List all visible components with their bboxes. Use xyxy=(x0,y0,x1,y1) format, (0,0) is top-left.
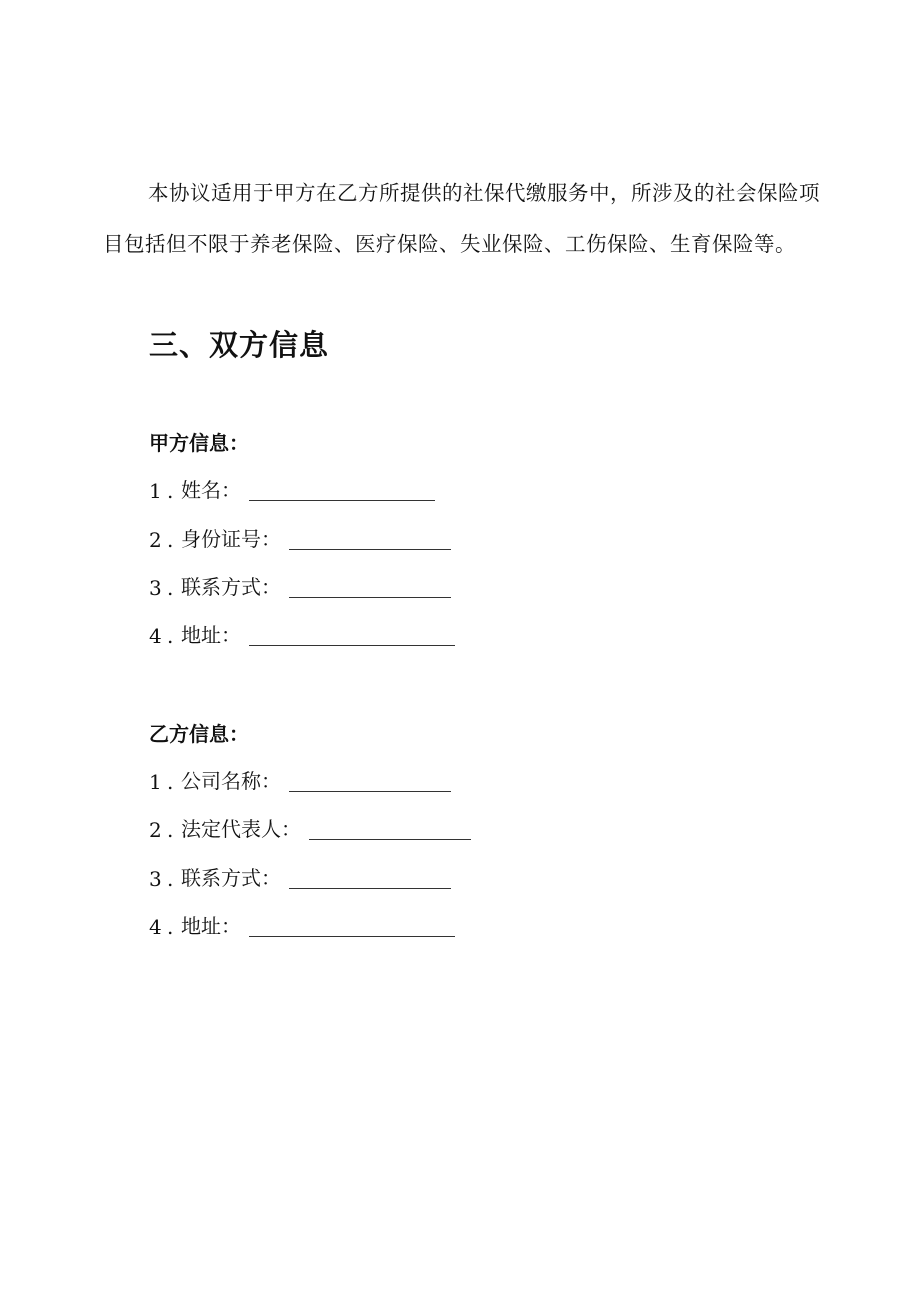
item-label: 联系方式： xyxy=(181,866,281,890)
item-dot: . xyxy=(167,770,174,794)
item-number: 4 xyxy=(149,624,162,648)
item-number: 3 xyxy=(149,867,162,891)
item-label: 联系方式： xyxy=(181,575,281,599)
item-dot: . xyxy=(167,576,174,600)
party-a-name-field[interactable] xyxy=(249,480,435,501)
item-dot: . xyxy=(167,479,174,503)
party-a-name-row xyxy=(149,473,435,503)
party-b-legal-rep-field[interactable] xyxy=(309,819,471,840)
intro-paragraph: 本协议适用于甲方在乙方所提供的社保代缴服务中，所涉及的社会保险项目包括但不限于养老保险、医疗保险、失业保险、工伤保险、生育保险等。 xyxy=(103,181,820,256)
party-b-company-field[interactable] xyxy=(289,771,451,792)
section-heading: 三、双方信息 xyxy=(149,328,330,362)
party-a-address-field[interactable] xyxy=(249,625,455,646)
item-dot: . xyxy=(167,915,174,939)
item-label: 身份证号： xyxy=(181,527,281,551)
item-number: 2 xyxy=(149,818,162,842)
party-b-address-row xyxy=(149,909,455,939)
item-dot: . xyxy=(167,867,174,891)
party-b-title: 乙方信息： xyxy=(149,722,249,746)
item-dot: . xyxy=(167,818,174,842)
item-number: 1 xyxy=(149,479,162,503)
item-label: 法定代表人： xyxy=(181,817,301,841)
party-b-contact-field[interactable] xyxy=(289,868,451,889)
party-a-contact-field[interactable] xyxy=(289,577,451,598)
party-a-contact-row xyxy=(149,570,451,600)
item-number: 2 xyxy=(149,528,162,552)
item-number: 3 xyxy=(149,576,162,600)
item-dot: . xyxy=(167,528,174,552)
party-a-title: 甲方信息： xyxy=(149,431,249,455)
party-b-address-field[interactable] xyxy=(249,916,455,937)
party-b-legal-rep-row xyxy=(149,812,471,842)
item-label: 地址： xyxy=(181,623,241,647)
party-b-contact-row xyxy=(149,861,451,891)
party-a-id-field[interactable] xyxy=(289,529,451,550)
party-a-id-row xyxy=(149,522,451,552)
item-number: 4 xyxy=(149,915,162,939)
party-b-company-row xyxy=(149,764,451,794)
item-number: 1 xyxy=(149,770,162,794)
item-dot: . xyxy=(167,624,174,648)
item-label: 地址： xyxy=(181,914,241,938)
party-a-address-row xyxy=(149,618,455,648)
item-label: 公司名称： xyxy=(181,769,281,793)
item-label: 姓名： xyxy=(181,478,241,502)
